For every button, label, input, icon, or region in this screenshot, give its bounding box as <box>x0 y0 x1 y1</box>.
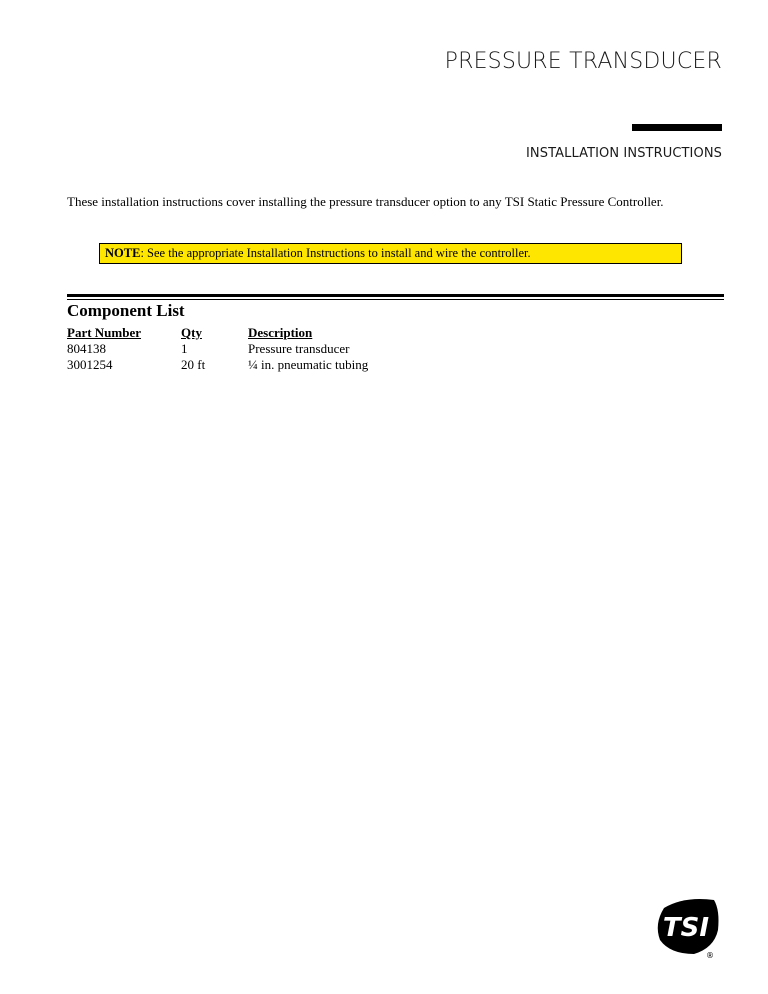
table-cell: 1 <box>181 341 188 356</box>
title-divider-bar <box>632 124 722 131</box>
section-rule-thick <box>67 294 724 297</box>
note-box <box>99 243 682 264</box>
table-cell: 20 ft <box>181 357 206 372</box>
logo-text: TSI <box>662 913 710 943</box>
note-text: : See the appropriate Installation Instructions to install and wire the controller. <box>140 246 531 260</box>
note-label: NOTE <box>105 246 141 260</box>
column-part-number <box>67 325 141 373</box>
table-cell: ¼ in. pneumatic tubing <box>248 357 369 372</box>
table-cell: 3001254 <box>67 357 113 372</box>
table-cell: 804138 <box>67 341 106 356</box>
header-qty: Qty <box>181 325 202 340</box>
page-subtitle: INSTALLATION INSTRUCTIONS <box>525 146 722 161</box>
header-part-number: Part Number <box>67 325 142 340</box>
section-title: Component List <box>67 301 185 320</box>
registered-mark: ® <box>706 951 714 960</box>
column-qty <box>181 325 205 373</box>
intro-paragraph: These installation instructions cover installing the pressure transducer option to any TSI Static Pressure Controller. <box>67 194 664 209</box>
table-cell: Pressure transducer <box>248 341 350 356</box>
page-title: PRESSURE TRANSDUCER <box>444 49 722 74</box>
tsi-logo-icon <box>650 890 722 960</box>
section-rule-thin <box>67 299 724 300</box>
header-description: Description <box>248 325 313 340</box>
column-description <box>248 325 368 373</box>
